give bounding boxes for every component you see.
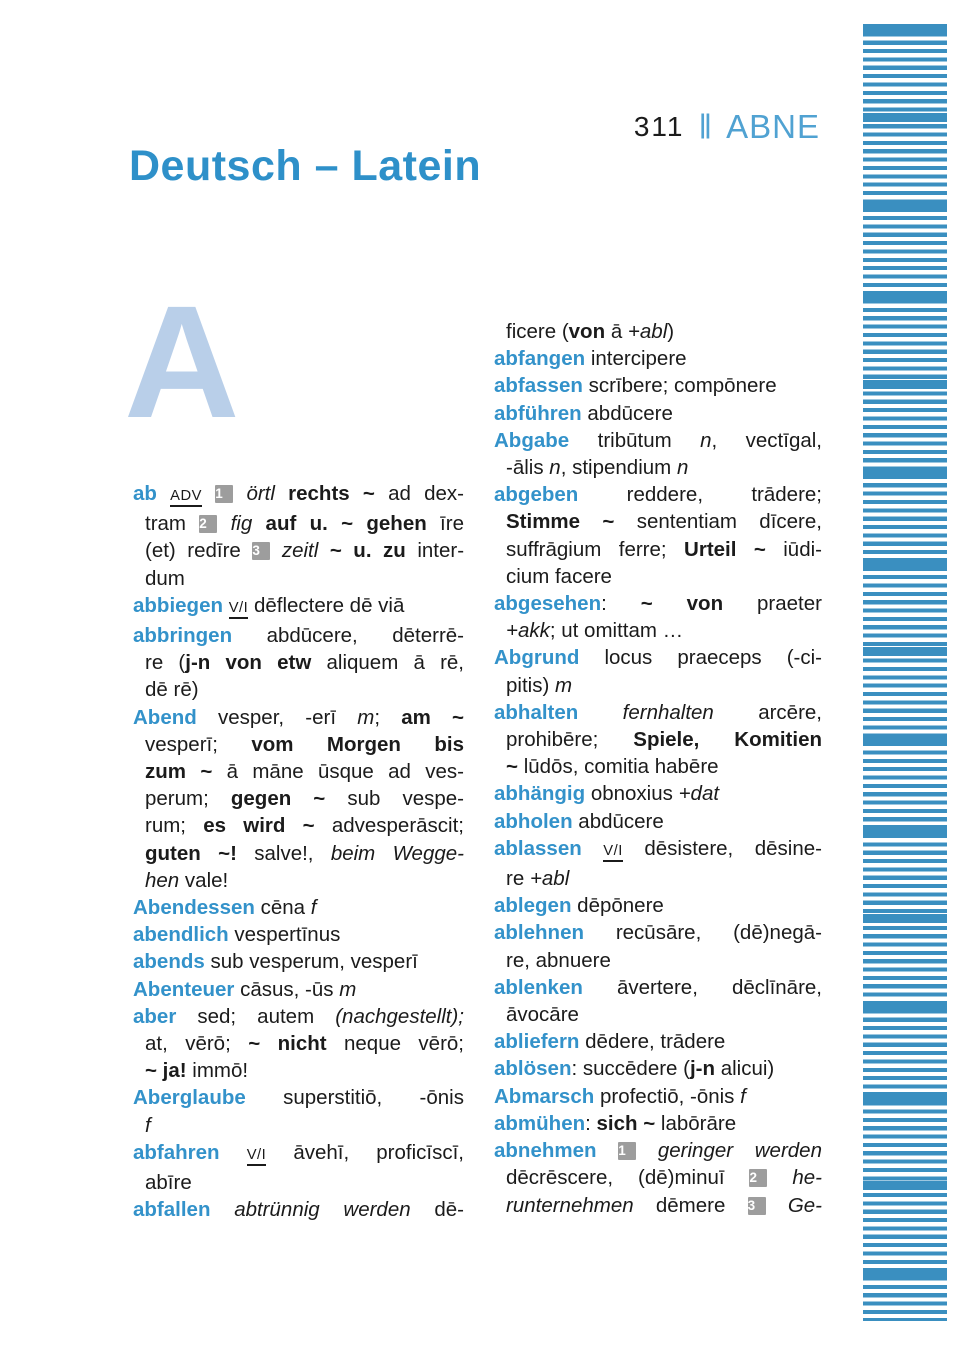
bold-phrase: guten ~! (145, 841, 237, 865)
entry-line (133, 649, 464, 676)
text-segment: vespertīnus (234, 923, 341, 947)
entry-line (494, 590, 822, 617)
entry-line (133, 480, 464, 510)
italic-phrase: f (740, 1084, 746, 1108)
text-segment: sed; autem (197, 1004, 315, 1028)
entry-line (494, 672, 822, 699)
entry-line (133, 704, 464, 731)
italic-phrase: fig (230, 512, 253, 536)
italic-phrase: m (555, 673, 573, 697)
bold-phrase: auf u. ~ gehen (265, 512, 427, 536)
italic-phrase: +dat (678, 782, 720, 806)
text-segment: dēdere, trādere (585, 1030, 726, 1054)
entry-line (494, 974, 822, 1001)
page-header (0, 108, 820, 146)
entry-line (494, 947, 822, 974)
sense-number: 1 (215, 485, 233, 503)
entry-line (494, 508, 822, 535)
entry-line (494, 699, 822, 726)
text-segment: , vectīgal, (711, 428, 822, 452)
text-segment: cēna (260, 896, 306, 920)
text-segment: abdūcere, dēterrē- (266, 624, 465, 648)
text-segment: sub vespe- (347, 787, 464, 811)
italic-phrase: fernhalten (622, 700, 714, 724)
text-segment: praeter (757, 592, 822, 616)
headword: Abend (133, 705, 197, 729)
entry-line (494, 753, 822, 780)
entry-line (494, 1192, 822, 1219)
text-segment: āvehī, proficīscī, (293, 1140, 465, 1164)
text-segment: immō! (192, 1059, 249, 1083)
headword: abfallen (133, 1198, 211, 1222)
entry-line (494, 1001, 822, 1028)
italic-phrase: Ge- (787, 1193, 822, 1217)
bold-phrase: ~ von (640, 592, 724, 616)
italic-phrase: abtrünnig werden (234, 1198, 411, 1222)
text-segment: suffrāgium ferre; (506, 537, 667, 561)
entry-line (133, 867, 464, 894)
text-segment: inter- (417, 539, 465, 563)
headword: abgeben (494, 483, 579, 507)
headword: Abenteuer (133, 977, 235, 1001)
entry-line (494, 865, 822, 892)
left-column (133, 480, 464, 1223)
entry-line (133, 1139, 464, 1169)
text-segment: dēpōnere (577, 894, 664, 918)
grammar-label: ADV (170, 488, 202, 507)
text-segment: re (506, 867, 525, 891)
headword: ab (133, 482, 157, 505)
entry-line (494, 400, 822, 427)
entry-line (133, 758, 464, 785)
headword: abendlich (133, 923, 229, 947)
entry-line (133, 622, 464, 649)
section-guide-word: ABNE (726, 108, 820, 145)
text-segment: abdūcere (578, 809, 664, 833)
headword: Abgabe (494, 428, 570, 452)
entry-line (133, 812, 464, 839)
text-segment: , stipendium (560, 456, 672, 480)
text-segment: ; (374, 705, 381, 729)
headword: abführen (494, 401, 582, 425)
text-segment: tram (145, 512, 186, 536)
headword: ablegen (494, 894, 572, 918)
entry-line (494, 1110, 822, 1137)
italic-phrase: +abl (529, 867, 570, 891)
italic-phrase: hen (145, 868, 180, 892)
text-segment: obnoxius (590, 782, 673, 806)
entry-line (133, 1112, 464, 1139)
text-segment: dēmere (655, 1193, 726, 1217)
italic-phrase: f (310, 896, 317, 920)
text-segment: prohibēre; (506, 728, 599, 752)
bold-phrase: zum ~ (145, 760, 213, 784)
entry-line (133, 1003, 464, 1030)
text-segment: ; ut omittam … (549, 619, 684, 643)
text-segment: pitis) (506, 673, 550, 697)
entry-line (494, 780, 822, 807)
text-segment: salve!, (254, 841, 314, 865)
text-segment: sententiam dīcere, (636, 510, 822, 534)
bold-phrase: Urteil ~ (684, 537, 766, 561)
headword: ablassen (494, 836, 582, 860)
text-segment: lūdōs, comitia habēre (523, 755, 719, 779)
entry-line (133, 537, 464, 564)
italic-phrase: zeitl (281, 539, 319, 563)
entry-line (494, 536, 822, 563)
italic-phrase: m (339, 977, 357, 1001)
italic-phrase: he- (792, 1166, 822, 1190)
italic-phrase: m (357, 705, 375, 729)
bold-phrase: rechts ~ (288, 482, 375, 505)
entry-line (494, 427, 822, 454)
text-segment: rum; (145, 814, 186, 838)
headword: abgesehen (494, 592, 602, 616)
text-segment: vale! (184, 868, 229, 892)
text-segment: reddere, trādere; (626, 483, 823, 507)
text-segment: ā māne ūsque ad ves- (226, 760, 464, 784)
text-segment: cāsus, -ūs (240, 977, 334, 1001)
text-segment: dē- (434, 1198, 464, 1222)
headword: ablösen (494, 1057, 572, 1081)
text-segment: -ālis (506, 456, 544, 480)
headword: abfangen (494, 347, 586, 371)
italic-phrase: n (700, 428, 712, 452)
entry-line (494, 563, 822, 590)
text-segment: scrībere; compōnere (588, 374, 777, 398)
text-segment: ) (667, 320, 675, 343)
grammar-label: V/I (603, 843, 623, 862)
entry-line (133, 1030, 464, 1057)
grammar-label: V/I (229, 600, 249, 619)
text-segment: ad dex- (388, 482, 464, 505)
text-segment: superstitiō, -ōnis (283, 1086, 464, 1110)
entry-line (494, 835, 822, 865)
text-segment: arcēre, (758, 700, 823, 724)
entry-line (494, 617, 822, 644)
text-segment: advesperāscit; (331, 814, 465, 838)
text-segment: re ( (145, 651, 186, 675)
text-segment: tribūtum (597, 428, 672, 452)
text-segment: abdūcere (587, 401, 673, 425)
entry-line (494, 919, 822, 946)
entry-line (133, 1057, 464, 1084)
entry-line (133, 1196, 464, 1223)
bold-phrase: Stimme ~ (506, 510, 615, 534)
text-segment: dēsistere, dēsine- (644, 836, 822, 860)
text-segment: vesper, -erī (217, 705, 337, 729)
text-segment: (et) redīre (145, 539, 241, 563)
entry-line (494, 1164, 822, 1191)
headword: abhalten (494, 700, 579, 724)
entry-line (494, 1137, 822, 1164)
text-segment: sub vesperum, vesperī (210, 950, 418, 974)
sense-number: 3 (252, 542, 270, 560)
sense-number: 2 (749, 1169, 767, 1187)
entry-line (133, 592, 464, 622)
italic-phrase: beim Wegge- (330, 841, 464, 865)
text-segment: re, abnuere (506, 948, 611, 972)
text-segment: profectiō, -ōnis (599, 1084, 735, 1108)
headword: abholen (494, 809, 573, 833)
bold-phrase: ~ (506, 755, 518, 779)
text-segment: vesperī; (145, 732, 218, 756)
headword: Abgrund (494, 646, 580, 670)
entry-line (133, 976, 464, 1003)
bold-phrase: ~ u. zu (329, 539, 406, 563)
text-segment: dum (145, 566, 185, 590)
text-segment: aliquem ā rē, (326, 651, 464, 675)
entry-line (133, 731, 464, 758)
entry-line (494, 1028, 822, 1055)
text-segment: labōrāre (660, 1111, 737, 1135)
entry-line (133, 894, 464, 921)
sense-number: 1 (618, 1142, 636, 1160)
bold-phrase: j-n von etw (185, 651, 312, 675)
italic-phrase: f (145, 1113, 151, 1137)
text-segment: locus praeceps (-ci- (604, 646, 822, 670)
italic-phrase: geringer werden (657, 1139, 822, 1163)
entry-line (494, 892, 822, 919)
entry-line (133, 948, 464, 975)
italic-phrase: (nachgestellt); (335, 1004, 464, 1028)
text-segment: ficere ( (506, 320, 569, 343)
header-divider-icon: ‖ (698, 107, 713, 146)
grammar-label: V/I (247, 1147, 267, 1166)
headword: abbiegen (133, 593, 223, 617)
sense-number: 2 (199, 515, 217, 533)
italic-phrase: örtl (246, 482, 275, 505)
headword: abnehmen (494, 1139, 597, 1163)
right-column (494, 318, 822, 1219)
page-title: Deutsch – Latein (129, 142, 482, 190)
entry-line (494, 1055, 822, 1082)
text-segment: abīre (145, 1171, 192, 1195)
bold-phrase: j-n (689, 1057, 716, 1081)
headword: abfassen (494, 374, 583, 398)
text-segment: recūsāre, (dē)negā- (615, 921, 822, 945)
entry-line (494, 1083, 822, 1110)
headword: ablenken (494, 975, 583, 999)
headword: abhängig (494, 782, 586, 806)
text-segment: : succēdere ( (571, 1057, 690, 1081)
bold-phrase: vom Morgen bis (251, 732, 465, 756)
entry-line (133, 1169, 464, 1196)
italic-phrase: runternehmen (506, 1193, 634, 1217)
text-segment: cium facere (506, 564, 612, 588)
text-segment: at, vērō; (145, 1032, 231, 1056)
entry-line (133, 565, 464, 592)
text-segment: dēflectere dē viā (253, 593, 405, 617)
bold-phrase: Spiele, Komitien (633, 728, 822, 752)
headword: aber (133, 1004, 177, 1028)
sense-number: 3 (748, 1197, 766, 1215)
bold-phrase: ~ ja! (145, 1059, 187, 1083)
bold-phrase: von (568, 320, 606, 343)
text-segment: : (585, 1111, 591, 1135)
text-segment: iūdi- (783, 537, 822, 561)
text-segment: intercipere (590, 347, 687, 371)
entry-line (494, 808, 822, 835)
entry-line (494, 481, 822, 508)
text-segment: dē rē) (145, 678, 199, 702)
bold-phrase: gegen ~ (230, 787, 326, 811)
entry-line (133, 1084, 464, 1111)
text-segment: āvocāre (506, 1003, 579, 1027)
text-segment: āvertere, dēclīnāre, (616, 975, 823, 999)
text-segment: alicui) (720, 1057, 775, 1081)
headword: Abmarsch (494, 1084, 595, 1108)
entry-line (494, 454, 822, 481)
italic-phrase: n (676, 456, 689, 480)
section-letter: A (124, 272, 240, 451)
bold-phrase: es wird ~ (203, 814, 315, 838)
entry-line (133, 510, 464, 537)
bold-phrase: ~ nicht (248, 1032, 327, 1056)
entry-line (494, 372, 822, 399)
headword: abfahren (133, 1140, 220, 1164)
entry-line (133, 921, 464, 948)
entry-line (133, 840, 464, 867)
entry-line (133, 785, 464, 812)
headword: Abendessen (133, 896, 255, 920)
headword: abmühen (494, 1111, 586, 1135)
text-segment: dēcrēscere, (dē)minuī (506, 1166, 725, 1190)
text-segment: perum; (145, 787, 209, 811)
entry-line (494, 726, 822, 753)
bold-phrase: sich ~ (596, 1111, 656, 1135)
text-segment: ā (610, 320, 623, 343)
italic-phrase: +akk (506, 619, 550, 643)
text-segment: īre (440, 512, 464, 536)
bold-phrase: am ~ (401, 705, 465, 729)
entry-line (494, 345, 822, 372)
headword: ablehnen (494, 921, 584, 945)
italic-phrase: +abl (627, 320, 668, 343)
headword: abliefern (494, 1030, 580, 1054)
entry-line (133, 676, 464, 703)
headword: Aberglaube (133, 1086, 246, 1110)
entry-line (494, 644, 822, 671)
text-segment: neque vērō; (344, 1032, 464, 1056)
page-edge-stripes (863, 24, 947, 1321)
page-number: 311 (633, 111, 685, 142)
italic-phrase: n (549, 456, 561, 480)
headword: abends (133, 950, 205, 974)
headword: abbringen (133, 624, 233, 648)
text-segment: : (601, 592, 607, 616)
entry-line (494, 318, 822, 345)
